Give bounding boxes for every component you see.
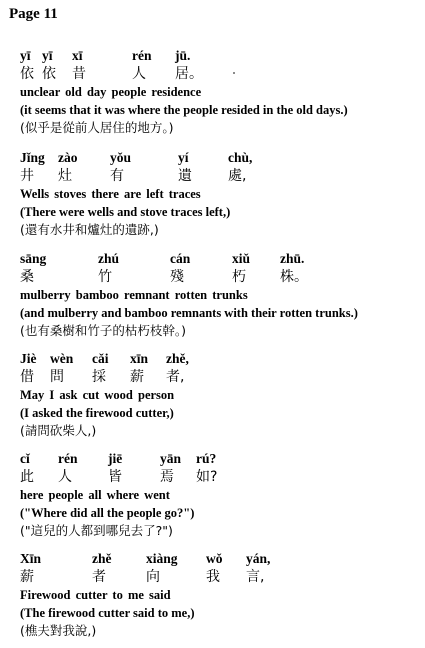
hanzi-character: 人 bbox=[58, 469, 72, 485]
hanzi-character: 處, bbox=[228, 168, 247, 184]
verse-3 bbox=[20, 250, 422, 340]
pinyin-syllable: jiē bbox=[108, 451, 123, 466]
pinyin-syllable: yí bbox=[178, 150, 189, 165]
pinyin-syllable: jū. bbox=[175, 48, 191, 63]
verse-1 bbox=[20, 47, 422, 137]
pinyin-syllable: cán bbox=[170, 251, 191, 266]
verse-5 bbox=[20, 450, 422, 540]
hanzi-character: 如? bbox=[196, 469, 218, 485]
hanzi-row bbox=[20, 468, 422, 486]
chinese-paraphrase: (請問砍柴人,) bbox=[20, 423, 97, 438]
pinyin-syllable: rú? bbox=[196, 451, 217, 466]
hanzi-character: 皆 bbox=[108, 469, 122, 485]
hanzi-character: 遺 bbox=[178, 168, 192, 184]
hanzi-character: 昔 bbox=[72, 66, 86, 82]
hanzi-character: 桑 bbox=[20, 269, 34, 285]
pinyin-syllable: yán, bbox=[246, 551, 271, 566]
hanzi-character: 殘 bbox=[170, 269, 184, 285]
hanzi-character: 借 bbox=[20, 369, 34, 385]
chinese-paraphrase: (還有水井和爐灶的遺跡,) bbox=[20, 222, 159, 237]
english-translation: (There were wells and stove traces left,) bbox=[20, 205, 231, 219]
pinyin-syllable: yān bbox=[160, 451, 182, 466]
page-header: Page 11 bbox=[9, 6, 58, 22]
english-translation: (The firewood cutter said to me,) bbox=[20, 606, 195, 620]
hanzi-character: 依 bbox=[20, 66, 34, 82]
hanzi-character: 者, bbox=[166, 369, 185, 385]
pinyin-syllable: zhě bbox=[92, 551, 112, 566]
hanzi-character: 者 bbox=[92, 569, 106, 585]
literal-gloss: mulberry bamboo remnant rotten trunks bbox=[20, 288, 248, 302]
pinyin-syllable: yī bbox=[42, 48, 53, 63]
pinyin-syllable: cǐ bbox=[20, 451, 30, 466]
verse-6 bbox=[20, 550, 422, 640]
literal-gloss: May I ask cut wood person bbox=[20, 388, 175, 402]
chinese-paraphrase: (也有桑樹和竹子的枯朽枝幹。) bbox=[20, 323, 187, 338]
pinyin-syllable: Xīn bbox=[20, 551, 42, 566]
pinyin-row bbox=[20, 250, 422, 268]
hanzi-row bbox=[20, 167, 422, 185]
chinese-paraphrase: (似乎是從前人居住的地方。) bbox=[20, 120, 174, 135]
hanzi-character: 居。 bbox=[175, 66, 203, 82]
pinyin-syllable: chù, bbox=[228, 150, 253, 165]
chinese-paraphrase: (樵夫對我說,) bbox=[20, 623, 97, 638]
hanzi-character: 薪 bbox=[130, 369, 144, 385]
hanzi-character: 言, bbox=[246, 569, 265, 585]
hanzi-character: 採 bbox=[92, 369, 106, 385]
literal-gloss: Wells stoves there are left traces bbox=[20, 187, 201, 201]
pinyin-syllable: wǒ bbox=[206, 551, 223, 566]
hanzi-character: 依 bbox=[42, 66, 56, 82]
verse-2 bbox=[20, 149, 422, 239]
english-translation: (I asked the firewood cutter,) bbox=[20, 406, 174, 420]
pinyin-syllable: zhú bbox=[98, 251, 120, 266]
pinyin-syllable: xī bbox=[72, 48, 83, 63]
hanzi-character: 株。 bbox=[280, 269, 308, 285]
hanzi-character: 人 bbox=[132, 66, 146, 82]
verse-4 bbox=[20, 350, 422, 440]
hanzi-row bbox=[20, 368, 422, 386]
english-translation: (and mulberry and bamboo remnants with their rotten trunks.) bbox=[20, 306, 358, 320]
hanzi-character: 薪 bbox=[20, 569, 34, 585]
pinyin-syllable: wèn bbox=[50, 351, 74, 366]
literal-gloss: Firewood cutter to me said bbox=[20, 588, 171, 602]
pinyin-row bbox=[20, 350, 422, 368]
pinyin-syllable: zào bbox=[58, 150, 78, 165]
pinyin-syllable: xīn bbox=[130, 351, 149, 366]
pinyin-syllable: xiàng bbox=[146, 551, 178, 566]
english-translation: ("Where did all the people go?") bbox=[20, 506, 195, 520]
literal-gloss: here people all where went bbox=[20, 488, 170, 502]
literal-gloss: unclear old day people residence bbox=[20, 85, 202, 99]
hanzi-character: 井 bbox=[20, 168, 34, 184]
pinyin-syllable: zhě, bbox=[166, 351, 189, 366]
chinese-paraphrase: ("這兒的人都到哪兒去了?") bbox=[20, 523, 173, 538]
hanzi-character: 我 bbox=[206, 569, 220, 585]
pinyin-syllable: zhū. bbox=[280, 251, 305, 266]
hanzi-character: 向 bbox=[146, 569, 160, 585]
hanzi-row bbox=[20, 65, 422, 83]
hanzi-character: 此 bbox=[20, 469, 34, 485]
pinyin-syllable: yǒu bbox=[110, 150, 132, 165]
hanzi-character: 有 bbox=[110, 168, 124, 184]
pinyin-syllable: xiǔ bbox=[232, 251, 251, 266]
hanzi-character: 焉 bbox=[160, 469, 174, 485]
pinyin-row bbox=[20, 550, 422, 568]
hanzi-row bbox=[20, 268, 422, 286]
pinyin-row bbox=[20, 450, 422, 468]
hanzi-row bbox=[20, 568, 422, 586]
pinyin-syllable: cǎi bbox=[92, 351, 109, 366]
hanzi-character: 問 bbox=[50, 369, 64, 385]
hanzi-character: 灶 bbox=[58, 168, 72, 184]
pinyin-syllable: rén bbox=[58, 451, 78, 466]
pinyin-syllable: Jǐng bbox=[20, 150, 45, 165]
hanzi-character: 朽 bbox=[232, 269, 246, 285]
pinyin-syllable: rén bbox=[132, 48, 152, 63]
pinyin-row bbox=[20, 47, 422, 65]
pinyin-row bbox=[20, 149, 422, 167]
hanzi-character: 竹 bbox=[98, 269, 112, 285]
pinyin-syllable: yī bbox=[20, 48, 31, 63]
pinyin-syllable: sāng bbox=[20, 251, 47, 266]
english-translation: (it seems that it was where the people resided in the old days.) bbox=[20, 103, 348, 117]
pinyin-syllable: Jiè bbox=[20, 351, 37, 366]
